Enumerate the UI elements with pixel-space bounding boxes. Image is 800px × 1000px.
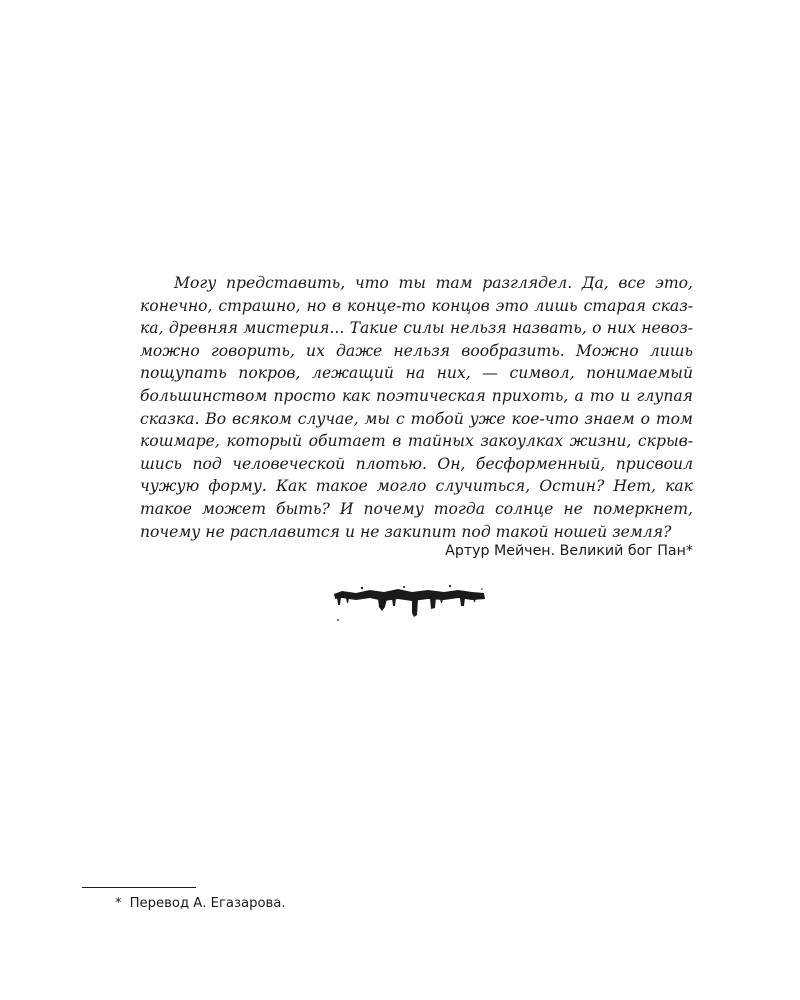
epigraph-line: пощупать покров, лежащий на них, — символ, понимаемый (140, 364, 693, 383)
epigraph-attribution: Артур Мейчен. Великий бог Пан* (445, 543, 693, 559)
epigraph-line: конечно, страшно, но в конце-то концов это лишь старая сказ- (140, 296, 693, 315)
epigraph (140, 272, 693, 543)
epigraph-line: Могу представить, что ты там разглядел. Да, все это, (174, 274, 693, 292)
footnote-divider (82, 887, 196, 888)
ink-drip-ornament-icon (332, 584, 488, 624)
epigraph-line: такое может быть? И почему тогда солнце не померкнет, (140, 499, 693, 518)
epigraph-line: шись под человеческой плотью. Он, бесформенный, присвоил (140, 454, 693, 473)
footnote-text: Перевод А. Егазарова. (129, 896, 286, 911)
footnote-mark: * (115, 896, 122, 911)
epigraph-line: большинством просто как поэтическая прихоть, а то и глупая (140, 386, 693, 405)
epigraph-line: можно говорить, их даже нельзя вообразить. Можно лишь (140, 341, 693, 360)
footnote (115, 896, 286, 911)
epigraph-line: ка, древняя мистерия... Такие силы нельзя назвать, о них невоз- (140, 319, 693, 338)
epigraph-line: кошмаре, который обитает в тайных закоулках жизни, скрыв- (140, 432, 693, 451)
epigraph-line: почему не расплавится и не закипит под такой ношей земля? (140, 522, 672, 541)
epigraph-line: чужую форму. Как такое могло случиться, Остин? Нет, как (140, 477, 693, 496)
epigraph-line: сказка. Во всяком случае, мы с тобой уже кое-что знаем о том (140, 409, 693, 428)
